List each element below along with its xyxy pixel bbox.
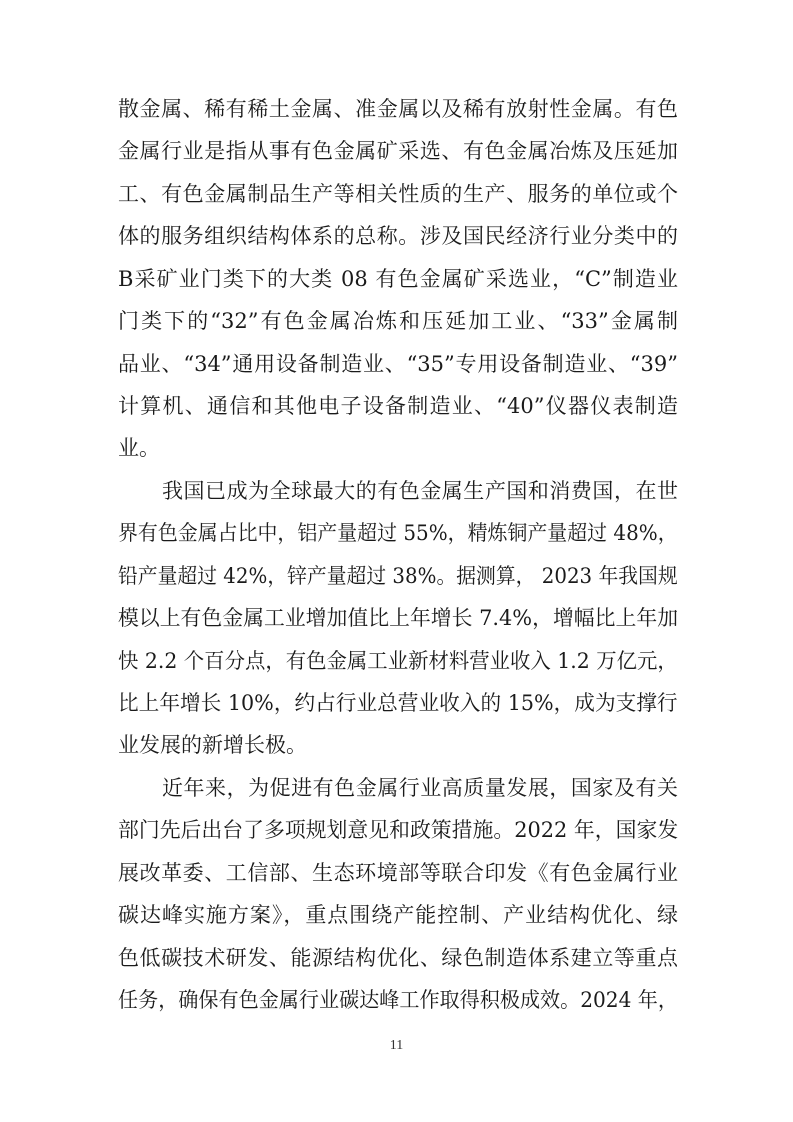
paragraph-2-line-4: 模以上有色金属工业增加值比上年增长 7.4%，增幅比上年加 xyxy=(118,606,679,630)
paragraph-3-line-6: 任务，确保有色金属行业碳达峰工作取得积极成效。2024 年， xyxy=(118,988,678,1012)
paragraph-1-line-1: 散金属、稀有稀土金属、准金属以及稀有放射性金属。有色 xyxy=(118,97,678,121)
paragraph-3-line-1: 近年来，为促进有色金属行业高质量发展，国家及有关 xyxy=(162,776,678,800)
page-number: 11 xyxy=(389,1038,404,1053)
paragraph-2-line-2: 界有色金属占比中，铝产量超过 55%，精炼铜产量超过 48%， xyxy=(118,521,678,545)
paragraph-2-line-6: 比上年增长 10%，约占行业总营业收入的 15%，成为支撑行 xyxy=(118,691,678,715)
paragraph-3-line-3: 展改革委、工信部、生态环境部等联合印发《有色金属行业 xyxy=(118,861,678,885)
paragraph-1-line-5: B采矿业门类下的大类 08 有色金属矿采选业，“C”制造业 xyxy=(118,267,678,291)
paragraph-1-line-3: 工、有色金属制品生产等相关性质的生产、服务的单位或个 xyxy=(118,182,678,206)
paragraph-3-line-2: 部门先后出台了多项规划意见和政策措施。2022 年，国家发 xyxy=(118,818,679,842)
paragraph-3-line-5: 色低碳技术研发、能源结构优化、绿色制造体系建立等重点 xyxy=(118,946,678,970)
paragraph-2-line-7: 业发展的新增长极。 xyxy=(118,733,307,757)
paragraph-3-line-4: 碳达峰实施方案》，重点围绕产能控制、产业结构优化、绿 xyxy=(118,903,678,927)
paragraph-1-line-6: 门类下的“32”有色金属冶炼和压延加工业、“33”金属制 xyxy=(118,309,678,333)
paragraph-2-line-5: 快 2.2 个百分点，有色金属工业新材料营业收入 1.2 万亿元， xyxy=(118,649,678,673)
paragraph-1-line-8: 计算机、通信和其他电子设备制造业、“40”仪器仪表制造 xyxy=(118,394,678,418)
paragraph-1-line-4: 体的服务组织结构体系的总称。涉及国民经济行业分类中的 xyxy=(118,224,678,248)
paragraph-1-line-7: 品业、“34”通用设备制造业、“35”专用设备制造业、“39” xyxy=(118,352,678,376)
paragraph-2-line-3: 铅产量超过 42%，锌产量超过 38%。据测算， 2023 年我国规 xyxy=(118,564,678,588)
paragraph-1-line-9: 业。 xyxy=(118,436,160,460)
paragraph-2-line-1: 我国已成为全球最大的有色金属生产国和消费国，在世 xyxy=(162,479,678,503)
paragraph-1-line-2: 金属行业是指从事有色金属矿采选、有色金属冶炼及压延加 xyxy=(118,139,678,163)
